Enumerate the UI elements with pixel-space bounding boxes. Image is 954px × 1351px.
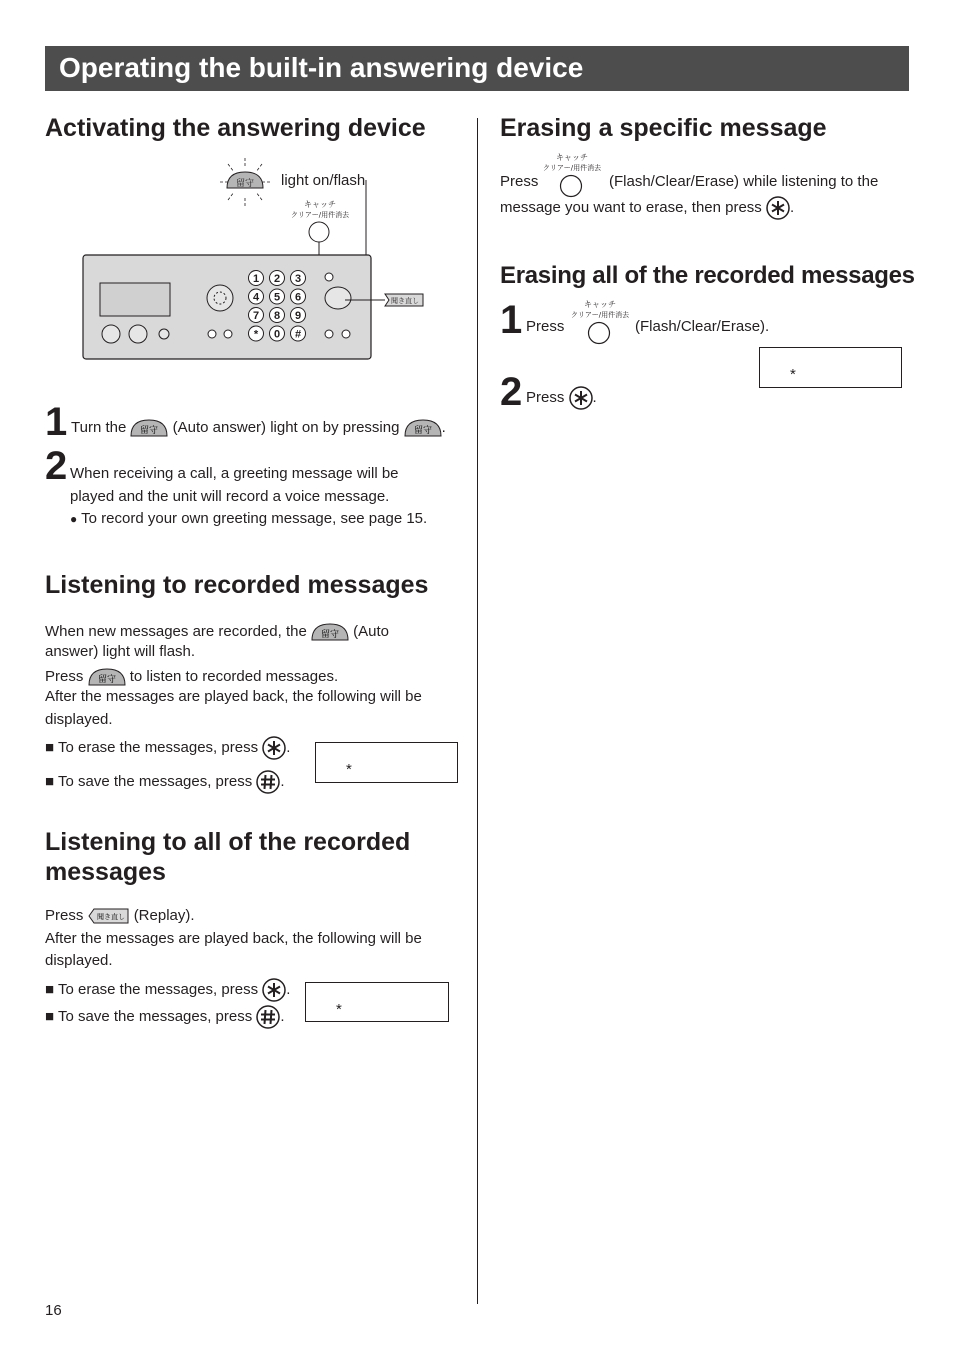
device-display xyxy=(100,283,170,316)
listening-p3-cont: displayed. xyxy=(45,711,113,728)
light-label: light on/flash xyxy=(281,172,366,189)
keypad-key-label: 0 xyxy=(273,328,281,341)
step1-text: Turn the 留守 (Auto answer) light on by pressing 留守 . xyxy=(71,419,446,437)
page-title: Operating the built-in answering device xyxy=(59,52,584,83)
erase-all-step1-press: Press xyxy=(526,318,565,335)
catch-button-icon xyxy=(587,321,611,345)
keypad-key-label: 4 xyxy=(252,291,260,304)
auto-answer-icon xyxy=(404,418,442,438)
erase-all-step2-text: Press . xyxy=(526,386,597,410)
keypad-key-label: 3 xyxy=(294,273,302,285)
svg-text:クリアー/用件消去: クリアー/用件消去 xyxy=(290,211,350,219)
title-banner xyxy=(45,46,909,91)
listening-p3: After the messages are played back, the following will be xyxy=(45,688,422,705)
erase-specific-heading: Erasing a specific message xyxy=(500,114,827,142)
listening-all-p2: After the messages are played back, the following will be xyxy=(45,930,422,947)
keypad-key-label: # xyxy=(294,328,302,341)
step-number: 1 xyxy=(500,298,523,342)
hash-key-icon xyxy=(256,1005,280,1029)
keypad-key-label: * xyxy=(253,328,259,341)
column-divider xyxy=(477,118,478,1304)
save-instruction: ■ To save the messages, press . xyxy=(45,1005,285,1029)
auto-answer-icon xyxy=(130,418,168,438)
svg-text:キャッチ: キャッチ xyxy=(304,200,336,209)
erase-specific-line1: (Flash/Clear/Erase) while listening to the xyxy=(609,173,879,190)
svg-text:聞き直し: 聞き直し xyxy=(96,913,125,922)
step2-bullet: ● To record your own greeting message, see page 15. xyxy=(70,510,428,527)
save-instruction: ■ To save the messages, press . xyxy=(45,770,285,794)
erase-instruction: ■ To erase the messages, press . xyxy=(45,978,290,1002)
replay-icon xyxy=(88,908,130,924)
step-number: 2 xyxy=(500,370,523,414)
step2-line1: When receiving a call, a greeting message will be xyxy=(70,465,399,482)
svg-text:留守: 留守 xyxy=(320,630,339,641)
listening-p1: When new messages are recorded, the 留守 (Auto xyxy=(45,623,390,641)
erase-all-heading: Erasing all of the recorded messages xyxy=(500,262,915,289)
keypad-key-label: 1 xyxy=(252,273,260,285)
erase-specific-line2: message you want to erase, then press . xyxy=(500,196,794,220)
star-key-icon xyxy=(766,196,790,220)
nav-key xyxy=(207,285,233,311)
auto-answer-icon xyxy=(88,667,126,687)
star-key-icon xyxy=(569,386,593,410)
svg-text:留守: 留守 xyxy=(140,426,159,437)
listening-heading: Listening to recorded messages xyxy=(45,571,429,599)
svg-text:聞き直し: 聞き直し xyxy=(391,297,419,305)
step-number: 1 xyxy=(45,400,68,444)
keypad-key-label: 7 xyxy=(252,310,260,322)
star-key-icon xyxy=(262,978,286,1002)
listening-all-heading-1: Listening to all of the recorded xyxy=(45,828,411,856)
keypad-key-label: 8 xyxy=(273,310,281,322)
page-number: 16 xyxy=(45,1302,62,1319)
lcd-display: * xyxy=(315,742,458,783)
listening-all-heading-2: messages xyxy=(45,858,166,886)
svg-text:留守: 留守 xyxy=(97,675,116,686)
catch-button-callout xyxy=(309,222,329,242)
activate-heading: Activating the answering device xyxy=(45,114,426,142)
hash-key-icon xyxy=(256,770,280,794)
svg-text:留守: 留守 xyxy=(413,426,432,437)
lcd-display: * xyxy=(759,347,902,388)
keypad-key-label: 2 xyxy=(273,273,281,285)
catch-button-icon xyxy=(559,174,583,198)
listening-p2: Press 留守 to listen to recorded messages. xyxy=(45,668,339,686)
listening-all-p2-cont: displayed. xyxy=(45,952,113,969)
catch-button-label: キャッチ クリアー/用件消去 xyxy=(570,300,630,319)
replay-key xyxy=(325,287,351,309)
listening-all-p1: Press 聞き直し (Replay). xyxy=(45,907,195,924)
auto-label: 留守 xyxy=(235,179,255,189)
auto-answer-icon xyxy=(311,622,349,642)
erase-specific-press: Press xyxy=(500,173,539,190)
erase-instruction: ■ To erase the messages, press . xyxy=(45,736,290,760)
star-key-icon xyxy=(262,736,286,760)
device-illustration xyxy=(80,150,430,365)
keypad-key-label: 6 xyxy=(294,291,302,304)
lcd-display: * xyxy=(305,982,449,1022)
keypad-key-label: 9 xyxy=(294,310,302,322)
erase-all-step1-text: (Flash/Clear/Erase). xyxy=(635,318,770,335)
keypad-key-label: 5 xyxy=(273,291,281,304)
step-number: 2 xyxy=(45,444,68,488)
catch-button-label: キャッチ クリアー/用件消去 xyxy=(542,153,602,172)
step2-line2: played and the unit will record a voice message. xyxy=(70,488,390,505)
listening-p1-cont: answer) light will flash. xyxy=(45,643,196,660)
